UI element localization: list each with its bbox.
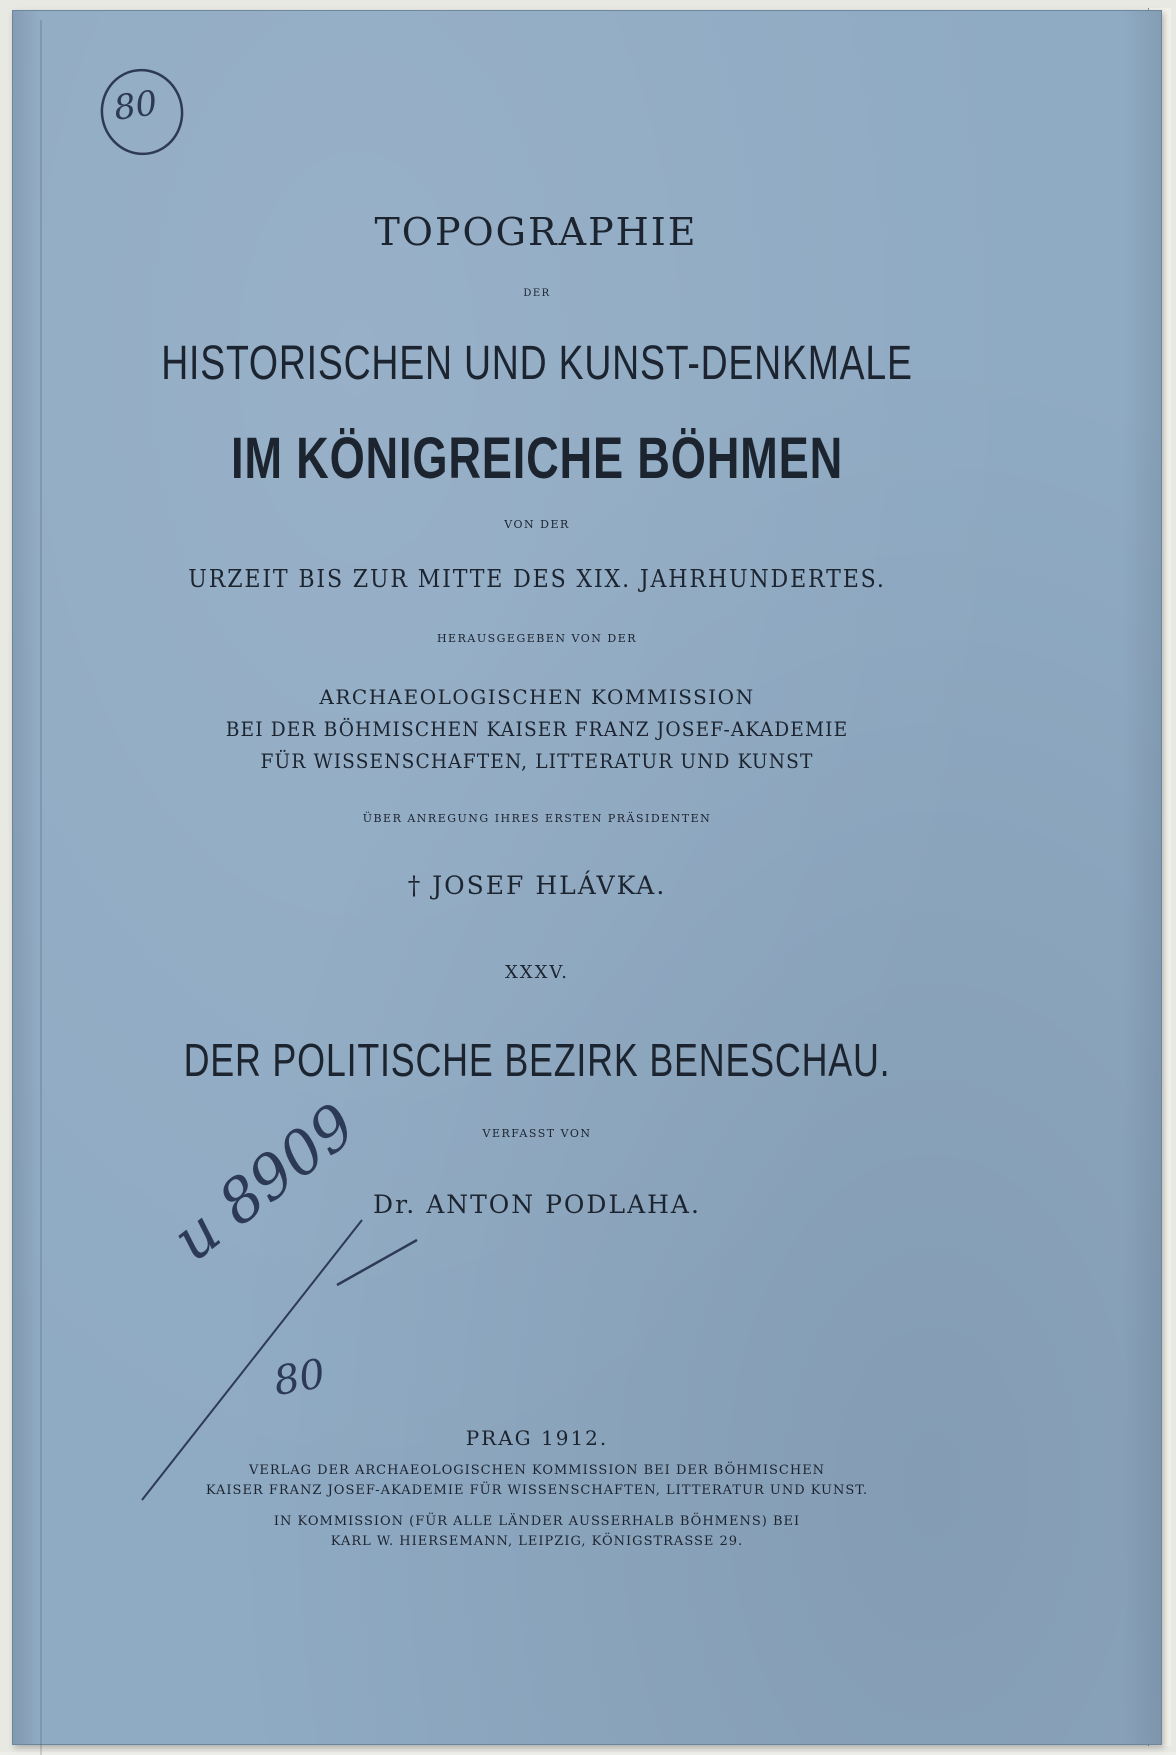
book-cover	[12, 10, 1162, 1745]
author-name: Dr. ANTON PODLAHA.	[373, 1190, 701, 1219]
title-topographie: TOPOGRAPHIE	[374, 210, 698, 254]
von-der-text: VON DER	[504, 518, 570, 531]
anregung-text: ÜBER ANREGUNG IHRES ERSTEN PRÄSIDENTEN	[362, 812, 712, 825]
lower-number: 80	[270, 1350, 329, 1406]
title-der: DER	[523, 288, 551, 299]
publisher-line-1: VERLAG DER ARCHAEOLOGISCHEN KOMMISSION BEI DER BÖHMISCHEN	[248, 1463, 826, 1478]
district-title: DER POLITISCHE BEZIRK BENESCHAU.	[183, 1034, 891, 1086]
publisher-line-2: KAISER FRANZ JOSEF-AKADEMIE FÜR WISSENSCHAFTEN, LITTERATUR UND KUNST.	[205, 1483, 869, 1498]
kommission-line-1: IN KOMMISSION (FÜR ALLE LÄNDER AUSSERHALB BÖHMENS) BEI	[273, 1514, 801, 1529]
place-year: PRAG 1912.	[465, 1426, 609, 1450]
period-text: URZEIT BIS ZUR MITTE DES XIX. JAHRHUNDERTES.	[188, 565, 886, 593]
circled-number: 80	[111, 83, 160, 129]
inventory-number: u 8909	[160, 1090, 369, 1276]
volume-number: XXXV.	[504, 962, 570, 983]
commission-line-3: FÜR WISSENSCHAFTEN, LITTERATUR UND KUNST	[260, 749, 814, 773]
commission-line-2: BEI DER BÖHMISCHEN KAISER FRANZ JOSEF-AKADEMIE	[225, 717, 849, 741]
herausgegeben-text: HERAUSGEGEBEN VON DER	[436, 632, 638, 645]
title-denkmale: HISTORISCHEN UND KUNST-DENKMALE	[161, 337, 913, 390]
title-boehmen: IM KÖNIGREICHE BÖHMEN	[230, 426, 844, 491]
commission-line-1: ARCHAEOLOGISCHEN KOMMISSION	[319, 685, 755, 709]
president-name: † JOSEF HLÁVKA.	[407, 871, 667, 900]
kommission-line-2: KARL W. HIERSEMANN, LEIPZIG, KÖNIGSTRASSE 29.	[330, 1534, 744, 1549]
verfasst-text: VERFASST VON	[482, 1127, 592, 1140]
